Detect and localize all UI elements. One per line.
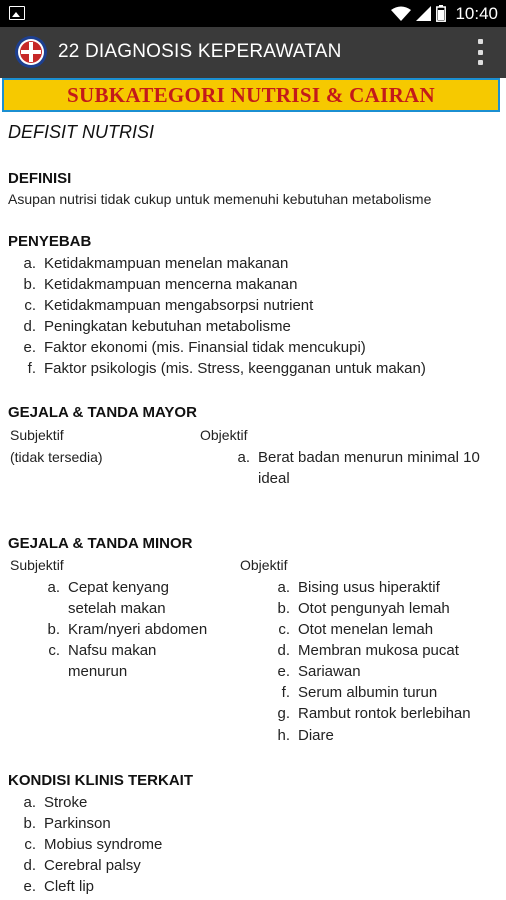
list-item: h. Diare (277, 727, 334, 744)
mayor-heading: GEJALA & TANDA MAYOR (8, 404, 197, 421)
minor-heading: GEJALA & TANDA MINOR (8, 535, 193, 552)
list-item: c. Nafsu makan (48, 642, 157, 659)
list-item: f. Serum albumin turun (281, 684, 438, 701)
action-bar (0, 27, 506, 78)
list-item: a. Ketidakmampuan menelan makanan (23, 255, 289, 272)
list-item: a. Stroke (23, 794, 88, 811)
list-item: b. Ketidakmampuan mencerna makanan (23, 276, 298, 293)
list-item: g. Rambut rontok berlebihan (277, 705, 471, 722)
list-item: e. Sariawan (277, 663, 361, 680)
status-icons (391, 0, 498, 27)
list-item: c. Ketidakmampuan mengabsorpsi nutrient (24, 297, 314, 314)
list-item: e. Cleft lip (23, 878, 95, 895)
list-item: d. Cerebral palsy (23, 857, 141, 874)
status-bar (0, 0, 506, 27)
list-item: c. Otot menelan lemah (278, 621, 434, 638)
list-item: f. Faktor psikologis (mis. Stress, keengganan untuk makan) (27, 360, 426, 377)
list-item: d. Membran mukosa pucat (277, 642, 459, 659)
list-item: b. Otot pengunyah lemah (277, 600, 450, 617)
list-item: c. Mobius syndrome (24, 836, 163, 853)
signal-icon (416, 6, 431, 21)
list-item: d. Peningkatan kebutuhan metabolisme (23, 318, 291, 335)
list-item-continuation: setelah makan (68, 600, 166, 617)
mayor-objektif-label: Objektif (200, 427, 248, 443)
list-item: e. Faktor ekonomi (mis. Finansial tidak mencukupi) (23, 339, 366, 356)
mayor-subjektif-label: Subjektif (10, 427, 64, 443)
app-title: 22 DIAGNOSIS KEPERAWATAN (58, 41, 342, 62)
penyebab-heading: PENYEBAB (8, 233, 92, 250)
category-banner (2, 78, 500, 112)
clock: 10:40 (455, 3, 498, 23)
definisi-text: Asupan nutrisi tidak cukup untuk memenuhi kebutuhan metabolisme (8, 191, 432, 207)
list-item-continuation: menurun (68, 663, 128, 680)
banner-title: SUBKATEGORI NUTRISI & CAIRAN (67, 83, 435, 107)
battery-icon (436, 5, 446, 22)
mayor-objektif-continuation: ideal (258, 470, 290, 487)
list-item: a. Cepat kenyang (47, 579, 169, 596)
list-item: b. Parkinson (23, 815, 111, 832)
mayor-subjektif-text: (tidak tersedia) (10, 449, 103, 465)
diagnosis-title: DEFISIT NUTRISI (8, 122, 155, 142)
kondisi-heading: KONDISI KLINIS TERKAIT (8, 772, 194, 789)
list-item: b. Kram/nyeri abdomen (47, 621, 208, 638)
list-item: a. Berat badan menurun minimal 10 (237, 449, 480, 466)
minor-subjektif-label: Subjektif (10, 557, 64, 573)
wifi-icon (391, 6, 411, 21)
app-logo-icon[interactable] (14, 35, 48, 69)
definisi-heading: DEFINISI (8, 170, 72, 187)
gallery-notification-icon (9, 6, 25, 20)
overflow-menu-icon[interactable] (476, 39, 484, 65)
minor-objektif-label: Objektif (240, 557, 288, 573)
list-item: a. Bising usus hiperaktif (277, 579, 440, 596)
